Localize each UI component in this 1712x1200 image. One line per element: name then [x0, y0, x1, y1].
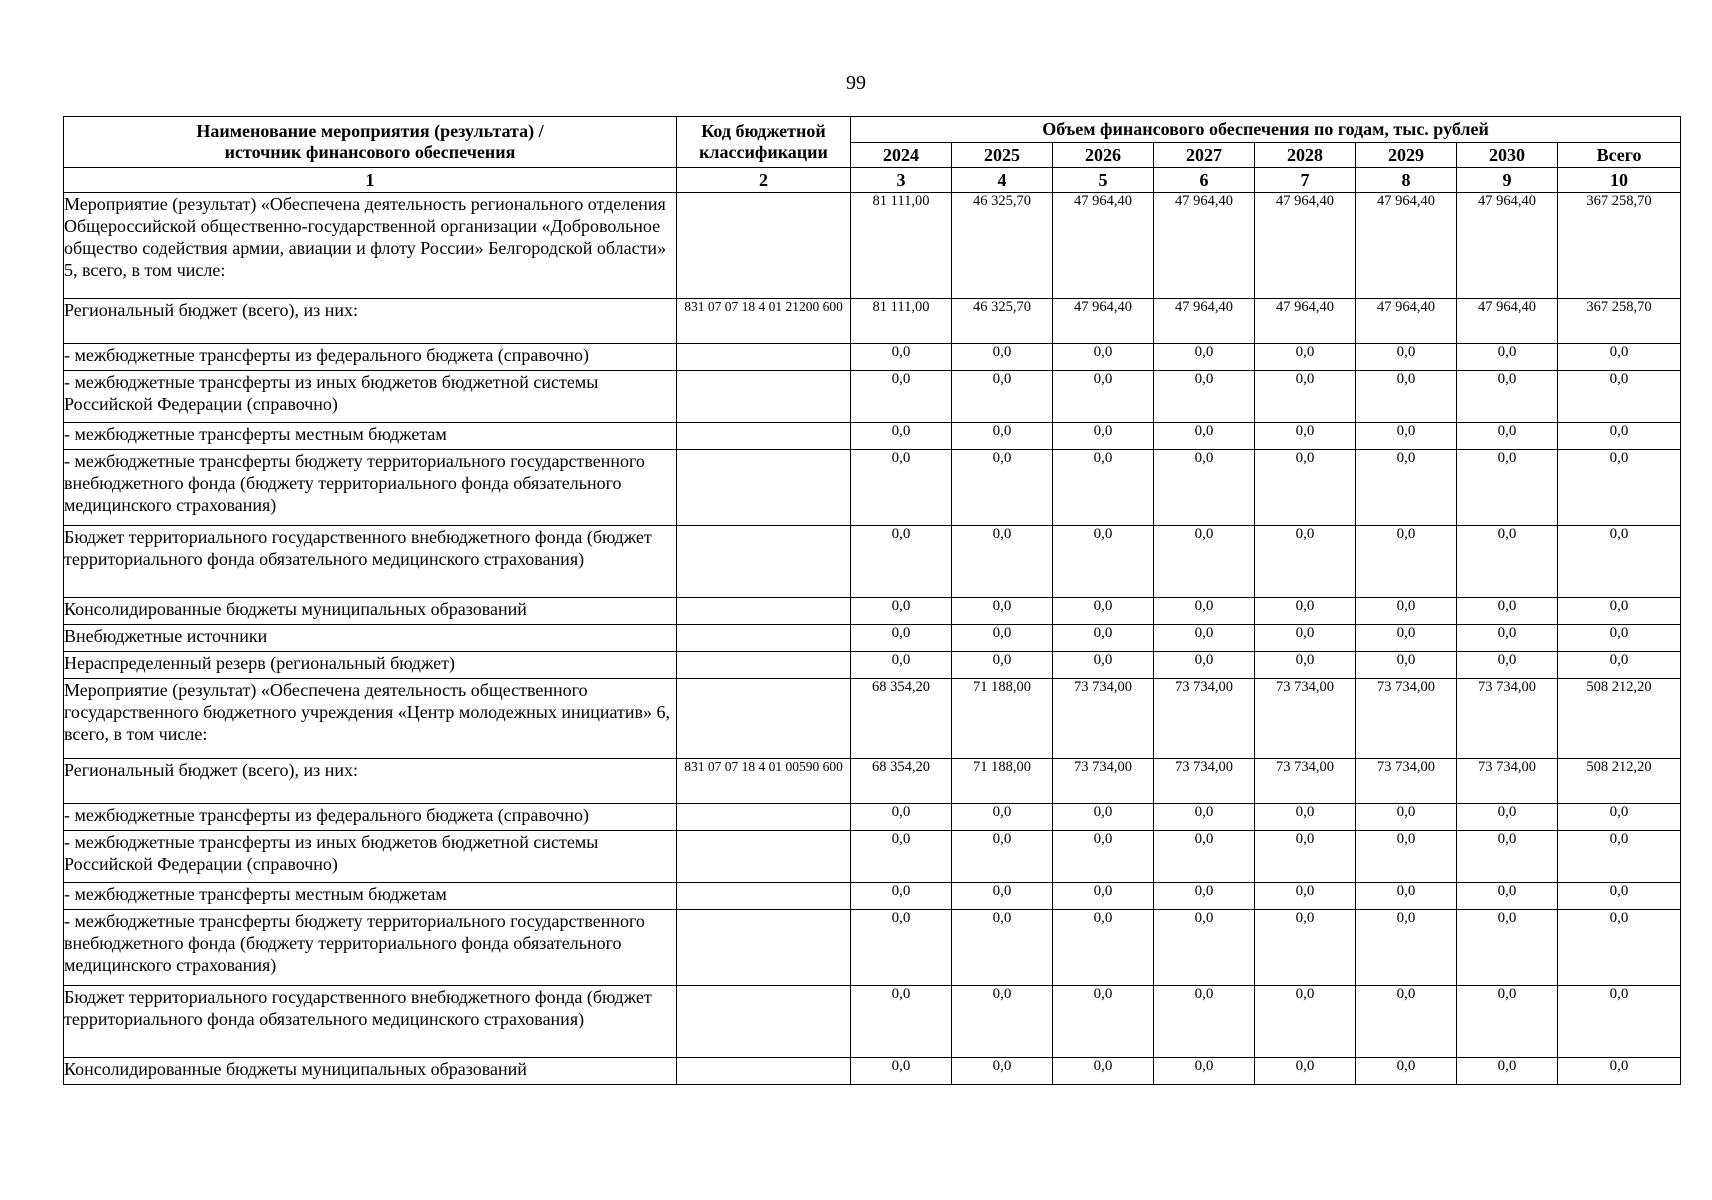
row-year-value: 0,0	[851, 598, 952, 625]
row-year-value: 0,0	[952, 652, 1053, 679]
row-year-value: 73 734,00	[1154, 759, 1255, 804]
row-year-value: 0,0	[1457, 804, 1558, 831]
row-year-value: 0,0	[1053, 371, 1154, 423]
header-year: 2029	[1356, 143, 1457, 168]
row-year-value: 73 734,00	[1457, 679, 1558, 759]
row-year-value: 71 188,00	[952, 679, 1053, 759]
row-year-value: 0,0	[851, 423, 952, 450]
row-code	[677, 804, 851, 831]
column-index: 3	[851, 168, 952, 193]
row-year-value: 47 964,40	[1255, 193, 1356, 299]
row-year-value: 0,0	[1154, 1058, 1255, 1085]
row-year-value: 47 964,40	[1154, 299, 1255, 344]
row-year-value: 73 734,00	[1053, 759, 1154, 804]
table-row	[64, 986, 1681, 1058]
row-year-value: 46 325,70	[952, 193, 1053, 299]
header-year: 2028	[1255, 143, 1356, 168]
page-number: 99	[846, 72, 866, 94]
row-year-value: 0,0	[952, 450, 1053, 526]
table-row	[64, 679, 1681, 759]
row-year-value: 0,0	[1255, 804, 1356, 831]
row-code: 831 07 07 18 4 01 21200 600	[677, 299, 851, 344]
header-name-line2: источник финансового обеспечения	[224, 142, 516, 162]
header-year: 2024	[851, 143, 952, 168]
row-code	[677, 986, 851, 1058]
row-year-value: 0,0	[851, 652, 952, 679]
row-year-value: 0,0	[1255, 652, 1356, 679]
row-total-value: 0,0	[1558, 804, 1681, 831]
row-year-value: 0,0	[952, 598, 1053, 625]
row-year-value: 0,0	[1457, 1058, 1558, 1085]
row-year-value: 0,0	[1053, 423, 1154, 450]
row-name: Региональный бюджет (всего), из них:	[64, 759, 677, 804]
column-index: 1	[64, 168, 677, 193]
row-year-value: 0,0	[1154, 526, 1255, 598]
row-code	[677, 598, 851, 625]
table-row	[64, 450, 1681, 526]
row-year-value: 0,0	[952, 831, 1053, 883]
table-row	[64, 759, 1681, 804]
header-year: 2030	[1457, 143, 1558, 168]
row-year-value: 73 734,00	[1457, 759, 1558, 804]
row-year-value: 47 964,40	[1356, 193, 1457, 299]
row-year-value: 0,0	[1255, 625, 1356, 652]
row-year-value: 0,0	[1356, 423, 1457, 450]
row-total-value: 0,0	[1558, 986, 1681, 1058]
row-total-value: 367 258,70	[1558, 299, 1681, 344]
row-year-value: 0,0	[1255, 910, 1356, 986]
row-year-value: 0,0	[1053, 450, 1154, 526]
row-year-value: 0,0	[1457, 450, 1558, 526]
row-year-value: 71 188,00	[952, 759, 1053, 804]
table-row	[64, 598, 1681, 625]
row-year-value: 0,0	[1255, 423, 1356, 450]
row-year-value: 0,0	[1356, 1058, 1457, 1085]
row-year-value: 68 354,20	[851, 679, 952, 759]
row-year-value: 0,0	[952, 986, 1053, 1058]
column-index: 6	[1154, 168, 1255, 193]
row-year-value: 0,0	[1255, 598, 1356, 625]
header-name-line1: Наименование мероприятия (результата) /	[196, 121, 544, 141]
row-year-value: 46 325,70	[952, 299, 1053, 344]
row-year-value: 0,0	[1356, 986, 1457, 1058]
row-code	[677, 679, 851, 759]
row-code	[677, 371, 851, 423]
row-total-value: 508 212,20	[1558, 759, 1681, 804]
row-total-value: 0,0	[1558, 831, 1681, 883]
row-name: - межбюджетные трансферты из иных бюджетов бюджетной системы Российской Федерации (справочно)	[64, 371, 677, 423]
row-year-value: 0,0	[1053, 986, 1154, 1058]
table-row	[64, 625, 1681, 652]
row-code	[677, 652, 851, 679]
column-index: 4	[952, 168, 1053, 193]
row-code	[677, 1058, 851, 1085]
row-year-value: 47 964,40	[1154, 193, 1255, 299]
row-year-value: 0,0	[1356, 450, 1457, 526]
row-name: - межбюджетные трансферты из федерального бюджета (справочно)	[64, 804, 677, 831]
row-total-value: 508 212,20	[1558, 679, 1681, 759]
row-year-value: 0,0	[1154, 423, 1255, 450]
table-row	[64, 344, 1681, 371]
row-name: Бюджет территориального государственного внебюджетного фонда (бюджет территориального фонда обязательного медицинского страхования)	[64, 526, 677, 598]
row-total-value: 0,0	[1558, 450, 1681, 526]
row-year-value: 73 734,00	[1154, 679, 1255, 759]
row-year-value: 0,0	[952, 526, 1053, 598]
row-year-value: 0,0	[1053, 883, 1154, 910]
row-year-value: 0,0	[1154, 831, 1255, 883]
row-name: Мероприятие (результат) «Обеспечена деятельность регионального отделения Общероссийской общественно-государственной организации «Добровольное общество содействия армии, авиации и флоту России» Белгородской области» 5, всего, в том числе:	[64, 193, 677, 299]
row-total-value: 0,0	[1558, 652, 1681, 679]
table-row	[64, 526, 1681, 598]
row-year-value: 47 964,40	[1255, 299, 1356, 344]
row-year-value: 0,0	[1356, 625, 1457, 652]
table-row	[64, 652, 1681, 679]
row-year-value: 0,0	[1356, 883, 1457, 910]
row-year-value: 0,0	[851, 450, 952, 526]
row-code	[677, 193, 851, 299]
row-year-value: 0,0	[1053, 526, 1154, 598]
row-year-value: 0,0	[952, 910, 1053, 986]
row-code	[677, 423, 851, 450]
row-year-value: 73 734,00	[1356, 679, 1457, 759]
row-year-value: 0,0	[1154, 598, 1255, 625]
row-year-value: 47 964,40	[1053, 193, 1154, 299]
row-year-value: 0,0	[1053, 652, 1154, 679]
row-year-value: 73 734,00	[1255, 679, 1356, 759]
row-total-value: 0,0	[1558, 526, 1681, 598]
row-year-value: 0,0	[1356, 804, 1457, 831]
row-year-value: 0,0	[1457, 986, 1558, 1058]
budget-table	[63, 116, 1681, 1085]
row-year-value: 0,0	[952, 423, 1053, 450]
row-year-value: 0,0	[1255, 883, 1356, 910]
row-year-value: 0,0	[851, 986, 952, 1058]
row-year-value: 0,0	[1053, 910, 1154, 986]
table-row	[64, 371, 1681, 423]
row-year-value: 81 111,00	[851, 193, 952, 299]
row-year-value: 0,0	[851, 625, 952, 652]
row-year-value: 0,0	[1457, 883, 1558, 910]
row-year-value: 0,0	[851, 804, 952, 831]
row-year-value: 0,0	[1457, 526, 1558, 598]
row-year-value: 47 964,40	[1053, 299, 1154, 344]
row-name: Бюджет территориального государственного внебюджетного фонда (бюджет территориального фонда обязательного медицинского страхования)	[64, 986, 677, 1058]
row-year-value: 0,0	[1053, 344, 1154, 371]
row-total-value: 0,0	[1558, 883, 1681, 910]
column-index: 2	[677, 168, 851, 193]
row-year-value: 47 964,40	[1457, 193, 1558, 299]
row-year-value: 0,0	[952, 883, 1053, 910]
row-year-value: 0,0	[1154, 883, 1255, 910]
row-total-value: 0,0	[1558, 423, 1681, 450]
header-code-line1: Код бюджетной	[701, 121, 826, 141]
row-year-value: 81 111,00	[851, 299, 952, 344]
header-code-line2: классификации	[699, 142, 828, 162]
row-year-value: 0,0	[1053, 598, 1154, 625]
table-row	[64, 193, 1681, 299]
table-row	[64, 1058, 1681, 1085]
row-year-value: 0,0	[851, 371, 952, 423]
row-total-value: 0,0	[1558, 625, 1681, 652]
table-row	[64, 883, 1681, 910]
row-year-value: 0,0	[1356, 526, 1457, 598]
row-year-value: 0,0	[851, 831, 952, 883]
row-year-value: 47 964,40	[1457, 299, 1558, 344]
row-total-value: 367 258,70	[1558, 193, 1681, 299]
row-name: - межбюджетные трансферты местным бюджетам	[64, 883, 677, 910]
column-index: 7	[1255, 168, 1356, 193]
table-row	[64, 804, 1681, 831]
row-year-value: 0,0	[1255, 526, 1356, 598]
row-total-value: 0,0	[1558, 598, 1681, 625]
row-year-value: 0,0	[1356, 910, 1457, 986]
row-name: - межбюджетные трансферты из иных бюджетов бюджетной системы Российской Федерации (справочно)	[64, 831, 677, 883]
row-code	[677, 344, 851, 371]
row-year-value: 0,0	[952, 804, 1053, 831]
row-year-value: 0,0	[1053, 804, 1154, 831]
row-year-value: 0,0	[1154, 652, 1255, 679]
row-year-value: 0,0	[1255, 344, 1356, 371]
row-year-value: 73 734,00	[1255, 759, 1356, 804]
header-total: Всего	[1558, 143, 1681, 168]
row-name: Консолидированные бюджеты муниципальных образований	[64, 598, 677, 625]
row-year-value: 0,0	[1154, 450, 1255, 526]
column-index: 9	[1457, 168, 1558, 193]
row-code	[677, 910, 851, 986]
row-year-value: 68 354,20	[851, 759, 952, 804]
row-name: Нераспределенный резерв (региональный бюджет)	[64, 652, 677, 679]
row-year-value: 47 964,40	[1356, 299, 1457, 344]
row-year-value: 0,0	[1255, 450, 1356, 526]
row-total-value: 0,0	[1558, 910, 1681, 986]
row-name: - межбюджетные трансферты бюджету территориального государственного внебюджетного фонда (бюджету территориального фонда обязательного медицинского страхования)	[64, 450, 677, 526]
row-year-value: 0,0	[851, 1058, 952, 1085]
row-year-value: 0,0	[1255, 1058, 1356, 1085]
row-year-value: 73 734,00	[1356, 759, 1457, 804]
row-name: - межбюджетные трансферты бюджету территориального государственного внебюджетного фонда (бюджету территориального фонда обязательного медицинского страхования)	[64, 910, 677, 986]
row-year-value: 0,0	[952, 344, 1053, 371]
row-total-value: 0,0	[1558, 1058, 1681, 1085]
row-year-value: 0,0	[1255, 371, 1356, 423]
row-year-value: 0,0	[952, 625, 1053, 652]
row-name: Внебюджетные источники	[64, 625, 677, 652]
row-name: - межбюджетные трансферты местным бюджетам	[64, 423, 677, 450]
table-row	[64, 831, 1681, 883]
row-code	[677, 625, 851, 652]
row-year-value: 0,0	[1356, 598, 1457, 625]
row-year-value: 0,0	[1053, 1058, 1154, 1085]
row-year-value: 0,0	[1356, 371, 1457, 423]
row-year-value: 0,0	[1255, 831, 1356, 883]
row-year-value: 0,0	[952, 371, 1053, 423]
row-year-value: 0,0	[1457, 831, 1558, 883]
row-year-value: 0,0	[1154, 986, 1255, 1058]
row-name: Региональный бюджет (всего), из них:	[64, 299, 677, 344]
row-name: Консолидированные бюджеты муниципальных образований	[64, 1058, 677, 1085]
row-year-value: 0,0	[851, 883, 952, 910]
row-year-value: 0,0	[1457, 652, 1558, 679]
row-name: - межбюджетные трансферты из федерального бюджета (справочно)	[64, 344, 677, 371]
header-code	[677, 117, 851, 168]
row-year-value: 0,0	[1053, 831, 1154, 883]
row-name: Мероприятие (результат) «Обеспечена деятельность общественного государственного бюджетного учреждения «Центр молодежных инициатив» 6, всего, в том числе:	[64, 679, 677, 759]
row-year-value: 0,0	[1154, 625, 1255, 652]
row-year-value: 0,0	[1255, 986, 1356, 1058]
row-year-value: 0,0	[1457, 625, 1558, 652]
row-total-value: 0,0	[1558, 371, 1681, 423]
row-year-value: 0,0	[1457, 371, 1558, 423]
header-year: 2026	[1053, 143, 1154, 168]
row-year-value: 73 734,00	[1053, 679, 1154, 759]
header-volume: Объем финансового обеспечения по годам, тыс. рублей	[851, 117, 1681, 143]
row-code	[677, 883, 851, 910]
row-year-value: 0,0	[1053, 625, 1154, 652]
row-total-value: 0,0	[1558, 344, 1681, 371]
column-index: 10	[1558, 168, 1681, 193]
table-row	[64, 423, 1681, 450]
row-year-value: 0,0	[1457, 598, 1558, 625]
row-code	[677, 450, 851, 526]
row-year-value: 0,0	[851, 344, 952, 371]
row-year-value: 0,0	[1457, 344, 1558, 371]
row-code	[677, 831, 851, 883]
table-row	[64, 910, 1681, 986]
row-year-value: 0,0	[1154, 804, 1255, 831]
table-row	[64, 299, 1681, 344]
header-year: 2025	[952, 143, 1053, 168]
row-year-value: 0,0	[1457, 910, 1558, 986]
row-year-value: 0,0	[851, 526, 952, 598]
row-year-value: 0,0	[1356, 344, 1457, 371]
column-index: 5	[1053, 168, 1154, 193]
row-year-value: 0,0	[1356, 652, 1457, 679]
row-code	[677, 526, 851, 598]
row-year-value: 0,0	[952, 1058, 1053, 1085]
row-year-value: 0,0	[1457, 423, 1558, 450]
header-name	[64, 117, 677, 168]
row-year-value: 0,0	[1356, 831, 1457, 883]
row-year-value: 0,0	[1154, 344, 1255, 371]
row-year-value: 0,0	[851, 910, 952, 986]
column-index: 8	[1356, 168, 1457, 193]
row-year-value: 0,0	[1154, 371, 1255, 423]
row-year-value: 0,0	[1154, 910, 1255, 986]
header-year: 2027	[1154, 143, 1255, 168]
row-code: 831 07 07 18 4 01 00590 600	[677, 759, 851, 804]
